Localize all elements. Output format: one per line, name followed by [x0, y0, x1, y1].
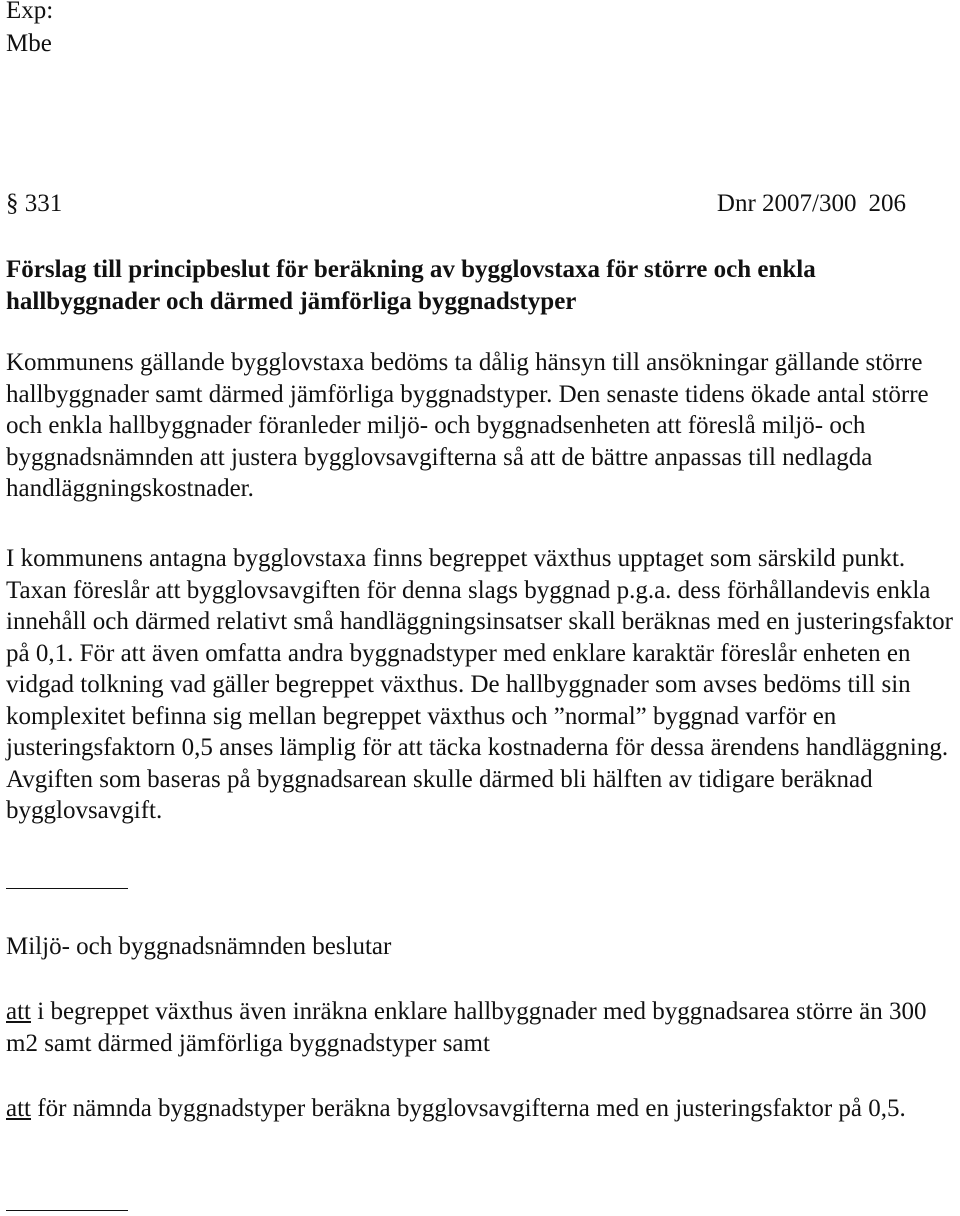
diary-reference [717, 187, 906, 221]
document-title: Förslag till principbeslut för beräkning av bygglovstaxa för större och enkla hallbyggnader och därmed jämförliga byggnadstyper [6, 256, 816, 315]
exp-label: Exp: [6, 0, 54, 24]
clause-text: i begreppet växthus även inräkna enklare hallbyggnader med byggnadsarea större än 300 m2 samt därmed jämförliga byggnadstyper samt [6, 998, 927, 1057]
section-number-value: 331 [24, 190, 63, 217]
exp-recipient: Mbe [6, 30, 52, 57]
section-number [6, 187, 62, 221]
section-header [6, 187, 906, 221]
section-symbol: § [6, 190, 19, 217]
decision-heading: Miljö- och byggnadsnämnden beslutar [6, 933, 392, 960]
clause-keyword: att [6, 998, 31, 1025]
clause-text: för nämnda byggnadstyper beräkna bygglovsavgifterna med en justeringsfaktor på 0,5. [31, 1095, 906, 1122]
dnr-number: Dnr 2007/300 [716, 190, 857, 217]
page-reference: 206 [868, 190, 906, 217]
body-paragraph: I kommunens antagna bygglovstaxa finns begreppet växthus upptaget som särskild punkt. Taxan föreslår att bygglovsavgiften för denna slags byggnad p.g.a. dess förhållandevis enkla innehåll och därmed relativt små handläggningsinsatser skall beräknas med en justeringsfaktor på 0,1. För att även omfatta andra byggnadstyper med enklare karaktär föreslår enheten en vidgad tolkning vad gäller begreppet växthus. De hallbyggnader som avses bedöms till sin komplexitet befinna sig mellan begreppet växthus och ”normal” byggnad varför en justeringsfaktorn 0,5 anses lämplig för att täcka kostnaderna för dessa ärendens handläggning. Avgiften som baseras på byggnadsarean skulle därmed bli hälften av tidigare beräknad bygglovsavgift. [6, 545, 953, 824]
divider-line [6, 888, 128, 889]
expedition-note [6, 0, 53, 60]
decision-clause [6, 996, 946, 1059]
decision-clause [6, 1093, 946, 1125]
clause-keyword: att [6, 1095, 31, 1122]
body-paragraph: Kommunens gällande bygglovstaxa bedöms ta dålig hänsyn till ansökningar gällande större hallbyggnader samt därmed jämförliga byggnadstyper. Den senaste tidens ökade antal större och enkla hallbyggnader föranleder miljö- och byggnadsenheten att föreslå miljö- och byggnadsnämnden att justera bygglovsavgifterna så att de bättre anpassas till nedlagda handläggningskostnader. [6, 349, 929, 502]
divider-line [6, 1210, 128, 1211]
